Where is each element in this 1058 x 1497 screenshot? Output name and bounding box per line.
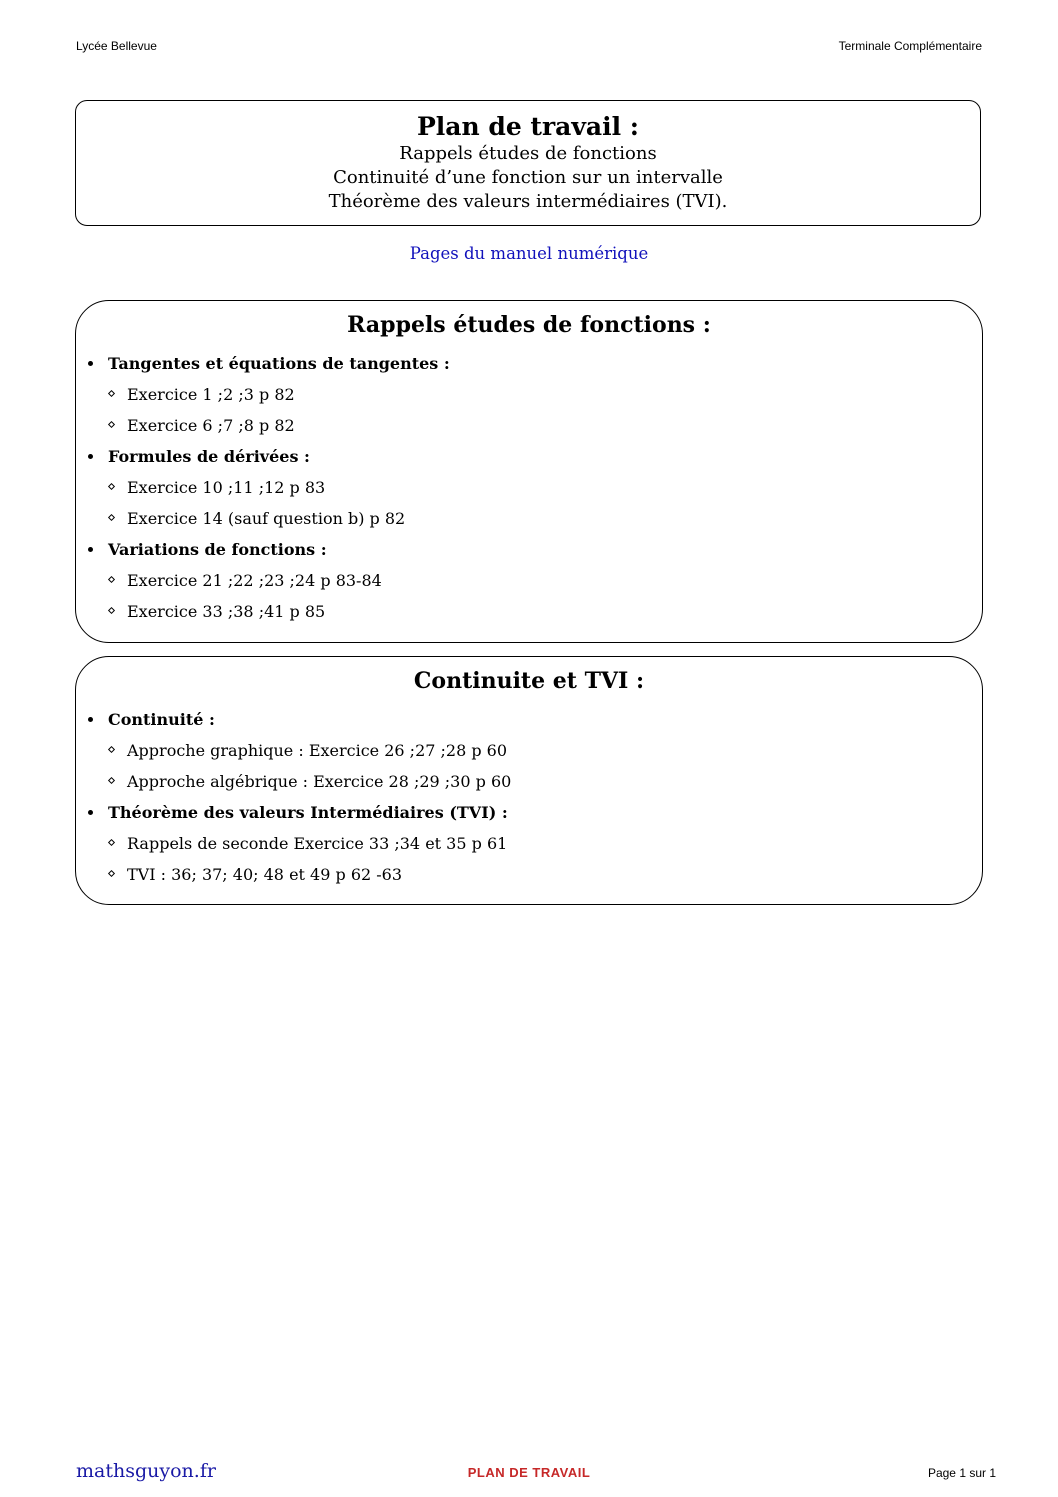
topic-label: Tangentes et équations de tangentes : [108, 354, 450, 373]
list-item [76, 596, 982, 627]
diamond-icon [108, 607, 115, 614]
diamond-icon [108, 514, 115, 521]
list-item [76, 828, 982, 859]
section-title: Continuite et TVI : [413, 668, 645, 694]
item-list [76, 735, 982, 797]
list-item [76, 503, 982, 534]
topic-label: Variations de fonctions : [108, 540, 327, 559]
footer-page-number: Page 1 sur 1 [927, 1466, 996, 1480]
diamond-icon [108, 870, 115, 877]
item-label: Exercice 14 (sauf question b) p 82 [127, 509, 406, 528]
item-label: Rappels de seconde Exercice 33 ;34 et 35 p 61 [127, 834, 508, 853]
diamond-icon [108, 421, 115, 428]
section-title: Rappels études de fonctions : [347, 312, 711, 338]
list-item [76, 859, 982, 890]
topic-label: Continuité : [108, 710, 215, 729]
topic-heading [76, 348, 982, 379]
list-item [76, 472, 982, 503]
diamond-icon [108, 576, 115, 583]
topic-heading [76, 534, 982, 565]
item-list [76, 379, 982, 441]
topic-label: Formules de dérivées : [108, 447, 310, 466]
topic-label: Théorème des valeurs Intermédiaires (TVI) : [108, 803, 508, 822]
title-box [75, 100, 981, 226]
item-label: Exercice 33 ;38 ;41 p 85 [127, 602, 326, 621]
item-label: Approche graphique : Exercice 26 ;27 ;28 p 60 [127, 741, 508, 760]
item-label: Approche algébrique : Exercice 28 ;29 ;30 p 60 [127, 772, 512, 791]
subtitle-line-1: Rappels études de fonctions [399, 143, 657, 164]
page-title: Plan de travail : [416, 112, 640, 141]
item-list [76, 472, 982, 534]
bullet-icon [88, 717, 93, 722]
topic [76, 348, 982, 441]
diamond-icon [108, 746, 115, 753]
footer-doc-title: PLAN DE TRAVAIL [467, 1465, 591, 1480]
topic-list [76, 348, 982, 627]
section-rappels [75, 300, 983, 643]
header-class: Terminale Complémentaire [838, 39, 982, 53]
topic [76, 704, 982, 797]
diamond-icon [108, 777, 115, 784]
diamond-icon [108, 839, 115, 846]
list-item [76, 379, 982, 410]
item-list [76, 565, 982, 627]
topic-heading [76, 704, 982, 735]
item-label: TVI : 36; 37; 40; 48 et 49 p 62 -63 [127, 865, 403, 884]
item-label: Exercice 6 ;7 ;8 p 82 [127, 416, 295, 435]
item-label: Exercice 21 ;22 ;23 ;24 p 83-84 [127, 571, 382, 590]
manual-link[interactable]: Pages du manuel numérique [409, 244, 649, 263]
list-item [76, 410, 982, 441]
topic [76, 441, 982, 534]
header-school: Lycée Bellevue [76, 39, 157, 53]
topic-list [76, 704, 982, 890]
list-item [76, 565, 982, 596]
list-item [76, 766, 982, 797]
bullet-icon [88, 547, 93, 552]
bullet-icon [88, 361, 93, 366]
diamond-icon [108, 483, 115, 490]
topic [76, 797, 982, 890]
topic-heading [76, 441, 982, 472]
list-item [76, 735, 982, 766]
item-label: Exercice 10 ;11 ;12 p 83 [127, 478, 326, 497]
bullet-icon [88, 810, 93, 815]
diamond-icon [108, 390, 115, 397]
topic-heading [76, 797, 982, 828]
bullet-icon [88, 454, 93, 459]
topic [76, 534, 982, 627]
subtitle-line-3: Théorème des valeurs intermédiaires (TVI). [328, 191, 728, 212]
section-continuite [75, 656, 983, 905]
item-list [76, 828, 982, 890]
subtitle-line-2: Continuité d’une fonction sur un intervalle [333, 167, 723, 188]
item-label: Exercice 1 ;2 ;3 p 82 [127, 385, 295, 404]
footer-site-link[interactable]: mathsguyon.fr [76, 1460, 216, 1482]
